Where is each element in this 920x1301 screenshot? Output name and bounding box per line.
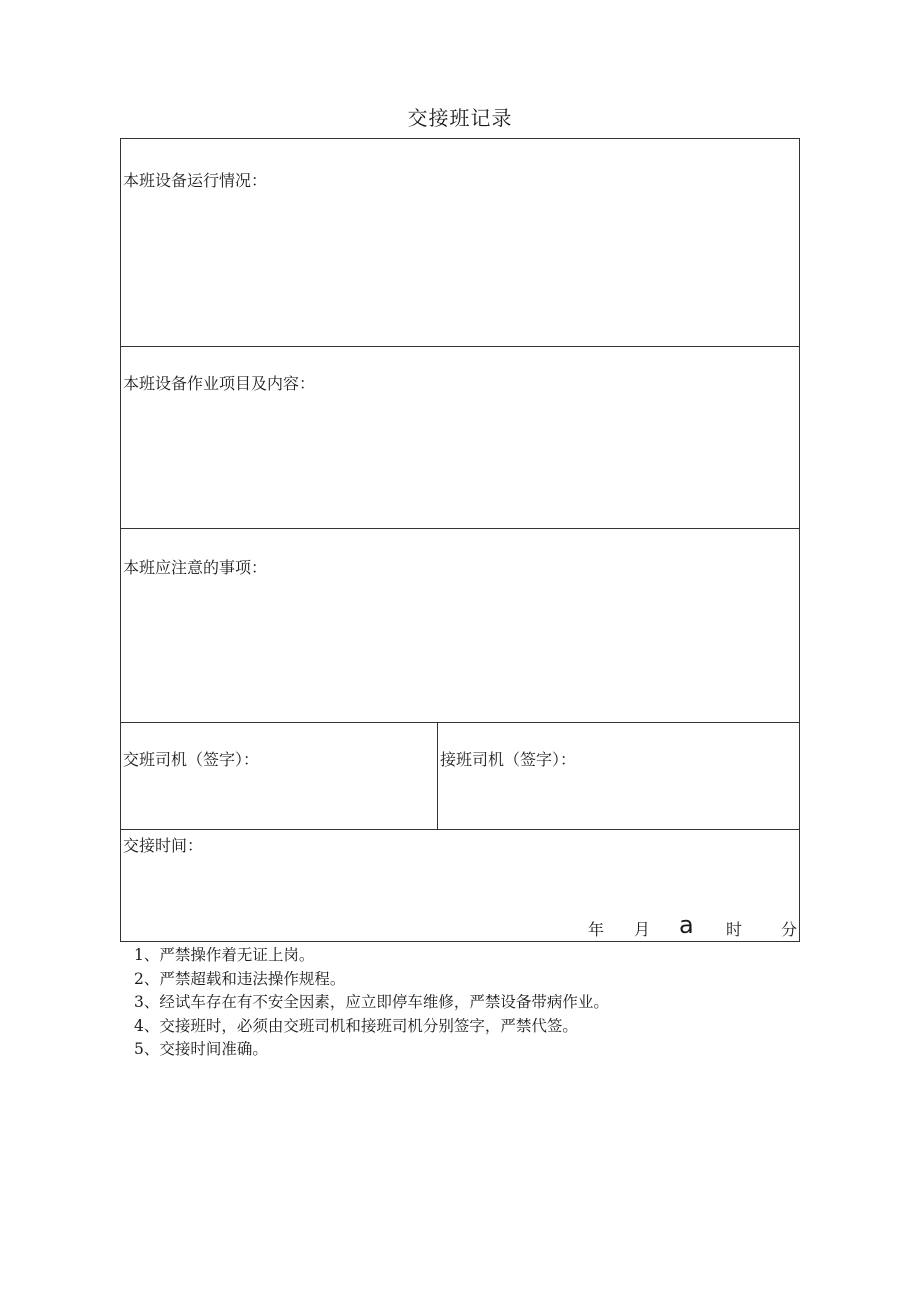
operation-status-cell[interactable] [120,138,800,347]
year-unit: 年 [588,920,605,939]
operation-status-label: 本班设备运行情况： [123,171,268,190]
handover-driver-label: 交班司机（签字）： [123,750,260,769]
work-items-cell[interactable] [120,346,800,529]
note-item: 3、经试车存在有不安全因素，应立即停车维修，严禁设备带病作业。 [134,993,609,1011]
hour-unit: 时 [726,920,743,939]
page-title: 交接班记录 [407,106,513,130]
note-item: 2、严禁超载和违法操作规程。 [134,969,346,988]
attention-label: 本班应注意的事项： [123,558,268,577]
handover-time-label: 交接时间： [123,836,204,855]
work-items-label: 本班设备作业项目及内容： [123,374,316,393]
handover-driver-signature-cell[interactable] [120,722,438,830]
note-item: 4、交接班时，必须由交班司机和接班司机分别签字，严禁代签。 [134,1016,578,1035]
attention-cell[interactable] [120,528,800,723]
day-unit: a [679,911,694,939]
month-unit: 月 [634,920,651,939]
minute-unit: 分 [781,920,798,939]
takeover-driver-label: 接班司机（签字）： [440,750,577,769]
takeover-driver-signature-cell[interactable] [437,722,800,830]
notes-list [134,944,609,1062]
handover-time-cell[interactable] [120,829,800,942]
note-item: 5、交接时间准确。 [134,1040,268,1058]
note-item: 1、严禁操作着无证上岗。 [134,946,315,964]
